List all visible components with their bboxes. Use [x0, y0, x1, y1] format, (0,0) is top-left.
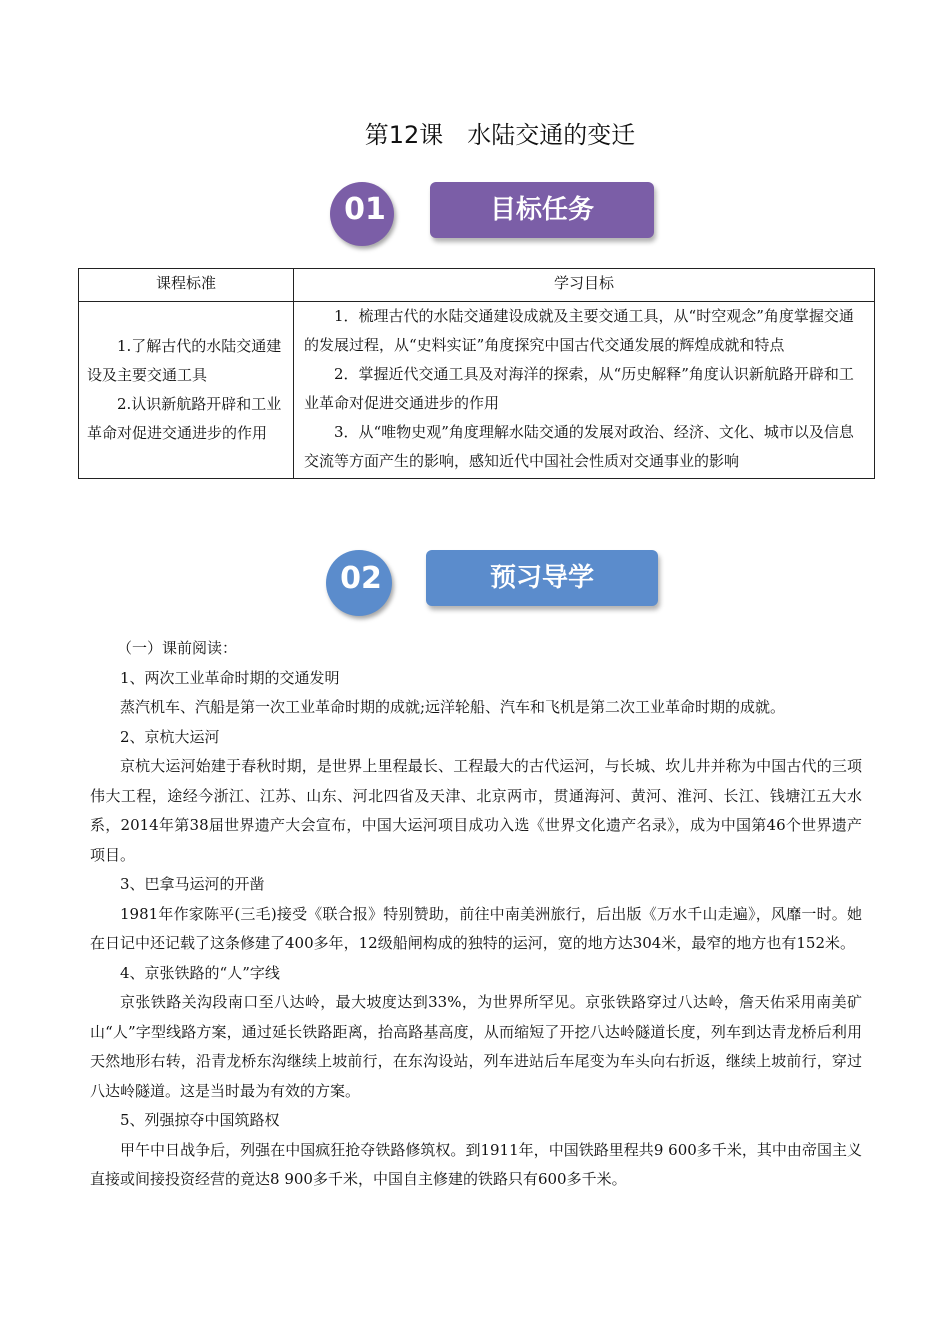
section-title: 2、京杭大运河 [120, 727, 220, 746]
section-body: 京杭大运河始建于春秋时期，是世界上里程最长、工程最大的古代运河，与长城、坎儿井并称为中国古代的三项伟大工程，途经今浙江、江苏、山东、河北四省及天津、北京两市，贯通海河、黄河、淮河、长江、钱塘江五大水系，2014年第38届世界遗产大会宣布，中国大运河项目成功入选《世界文化遗产名录》，成为中国第46个世界遗产项目。 [90, 757, 862, 864]
section-title: 5、列强掠夺中国筑路权 [120, 1111, 280, 1129]
section-banner-goals [330, 182, 660, 262]
header-learning-objectives: 学习目标 [294, 269, 875, 302]
table-row [79, 302, 875, 479]
section-title: 4、京张铁路的“人”字线 [120, 963, 280, 982]
goals-table [78, 268, 875, 479]
pre-reading-section [90, 634, 862, 1195]
standard-item: 2.认识新航路开辟和工业革命对促进交通进步的作用 [87, 395, 282, 442]
objectives-cell [294, 302, 875, 479]
header-course-standard: 课程标准 [79, 269, 294, 302]
banner-number: 01 [344, 192, 386, 227]
section-banner-preview [326, 550, 666, 630]
standards-cell [79, 302, 294, 479]
section-body: 京张铁路关沟段南口至八达岭，最大坡度达到33%，为世界所罕见。京张铁路穿过八达岭，詹天佑采用南美矿山“人”字型线路方案，通过延长铁路距离，抬高路基高度，从而缩短了开挖八达岭隧道长度，列车到达青龙桥后利用天然地形右转，沿青龙桥东沟继续上坡前行，在东沟设站，列车进站后车尾变为车头向右折返，继续上坡前行，穿过八达岭隧道。这是当时最为有效的方案。 [90, 993, 862, 1100]
section-body: 甲午中日战争后，列强在中国疯狂抢夺铁路修筑权。到1911年，中国铁路里程共9 600多千米，其中由帝国主义直接或间接投资经营的竟达8 900多千米，中国自主修建的铁路只有600多千米。 [90, 1140, 862, 1188]
section-title: 1、两次工业革命时期的交通发明 [120, 668, 340, 687]
section-title: 3、巴拿马运河的开凿 [120, 875, 265, 893]
objective-item: 2．掌握近代交通工具及对海洋的探索，从“历史解释”角度认识新航路开辟和工业革命对促进交通进步的作用 [304, 365, 854, 412]
reading-heading: （一）课前阅读： [117, 639, 238, 657]
section-body: 蒸汽机车、汽船是第一次工业革命时期的成就;远洋轮船、汽车和飞机是第二次工业革命时期的成就。 [120, 698, 786, 716]
objective-item: 3．从“唯物史观”角度理解水陆交通的发展对政治、经济、文化、城市以及信息交流等方面产生的影响，感知近代中国社会性质对交通事业的影响 [304, 423, 854, 470]
table-header-row [79, 269, 875, 302]
objective-item: 1．梳理古代的水陆交通建设成就及主要交通工具，从“时空观念”角度掌握交通的发展过程，从“史料实证”角度探究中国古代交通发展的辉煌成就和特点 [304, 307, 854, 354]
standard-item: 1.了解古代的水陆交通建设及主要交通工具 [87, 337, 282, 384]
section-body: 1981年作家陈平(三毛)接受《联合报》特别赞助，前往中南美洲旅行，后出版《万水千山走遍》，风靡一时。她在日记中还记载了这条修建了400多年，12级船闸构成的独特的运河，宽的地方达304米，最窄的地方也有152米。 [90, 904, 862, 952]
page-title: 第12课 水陆交通的变迁 [364, 121, 636, 149]
banner-label: 目标任务 [430, 182, 654, 238]
banner-number: 02 [340, 561, 382, 596]
banner-label: 预习导学 [426, 550, 658, 606]
